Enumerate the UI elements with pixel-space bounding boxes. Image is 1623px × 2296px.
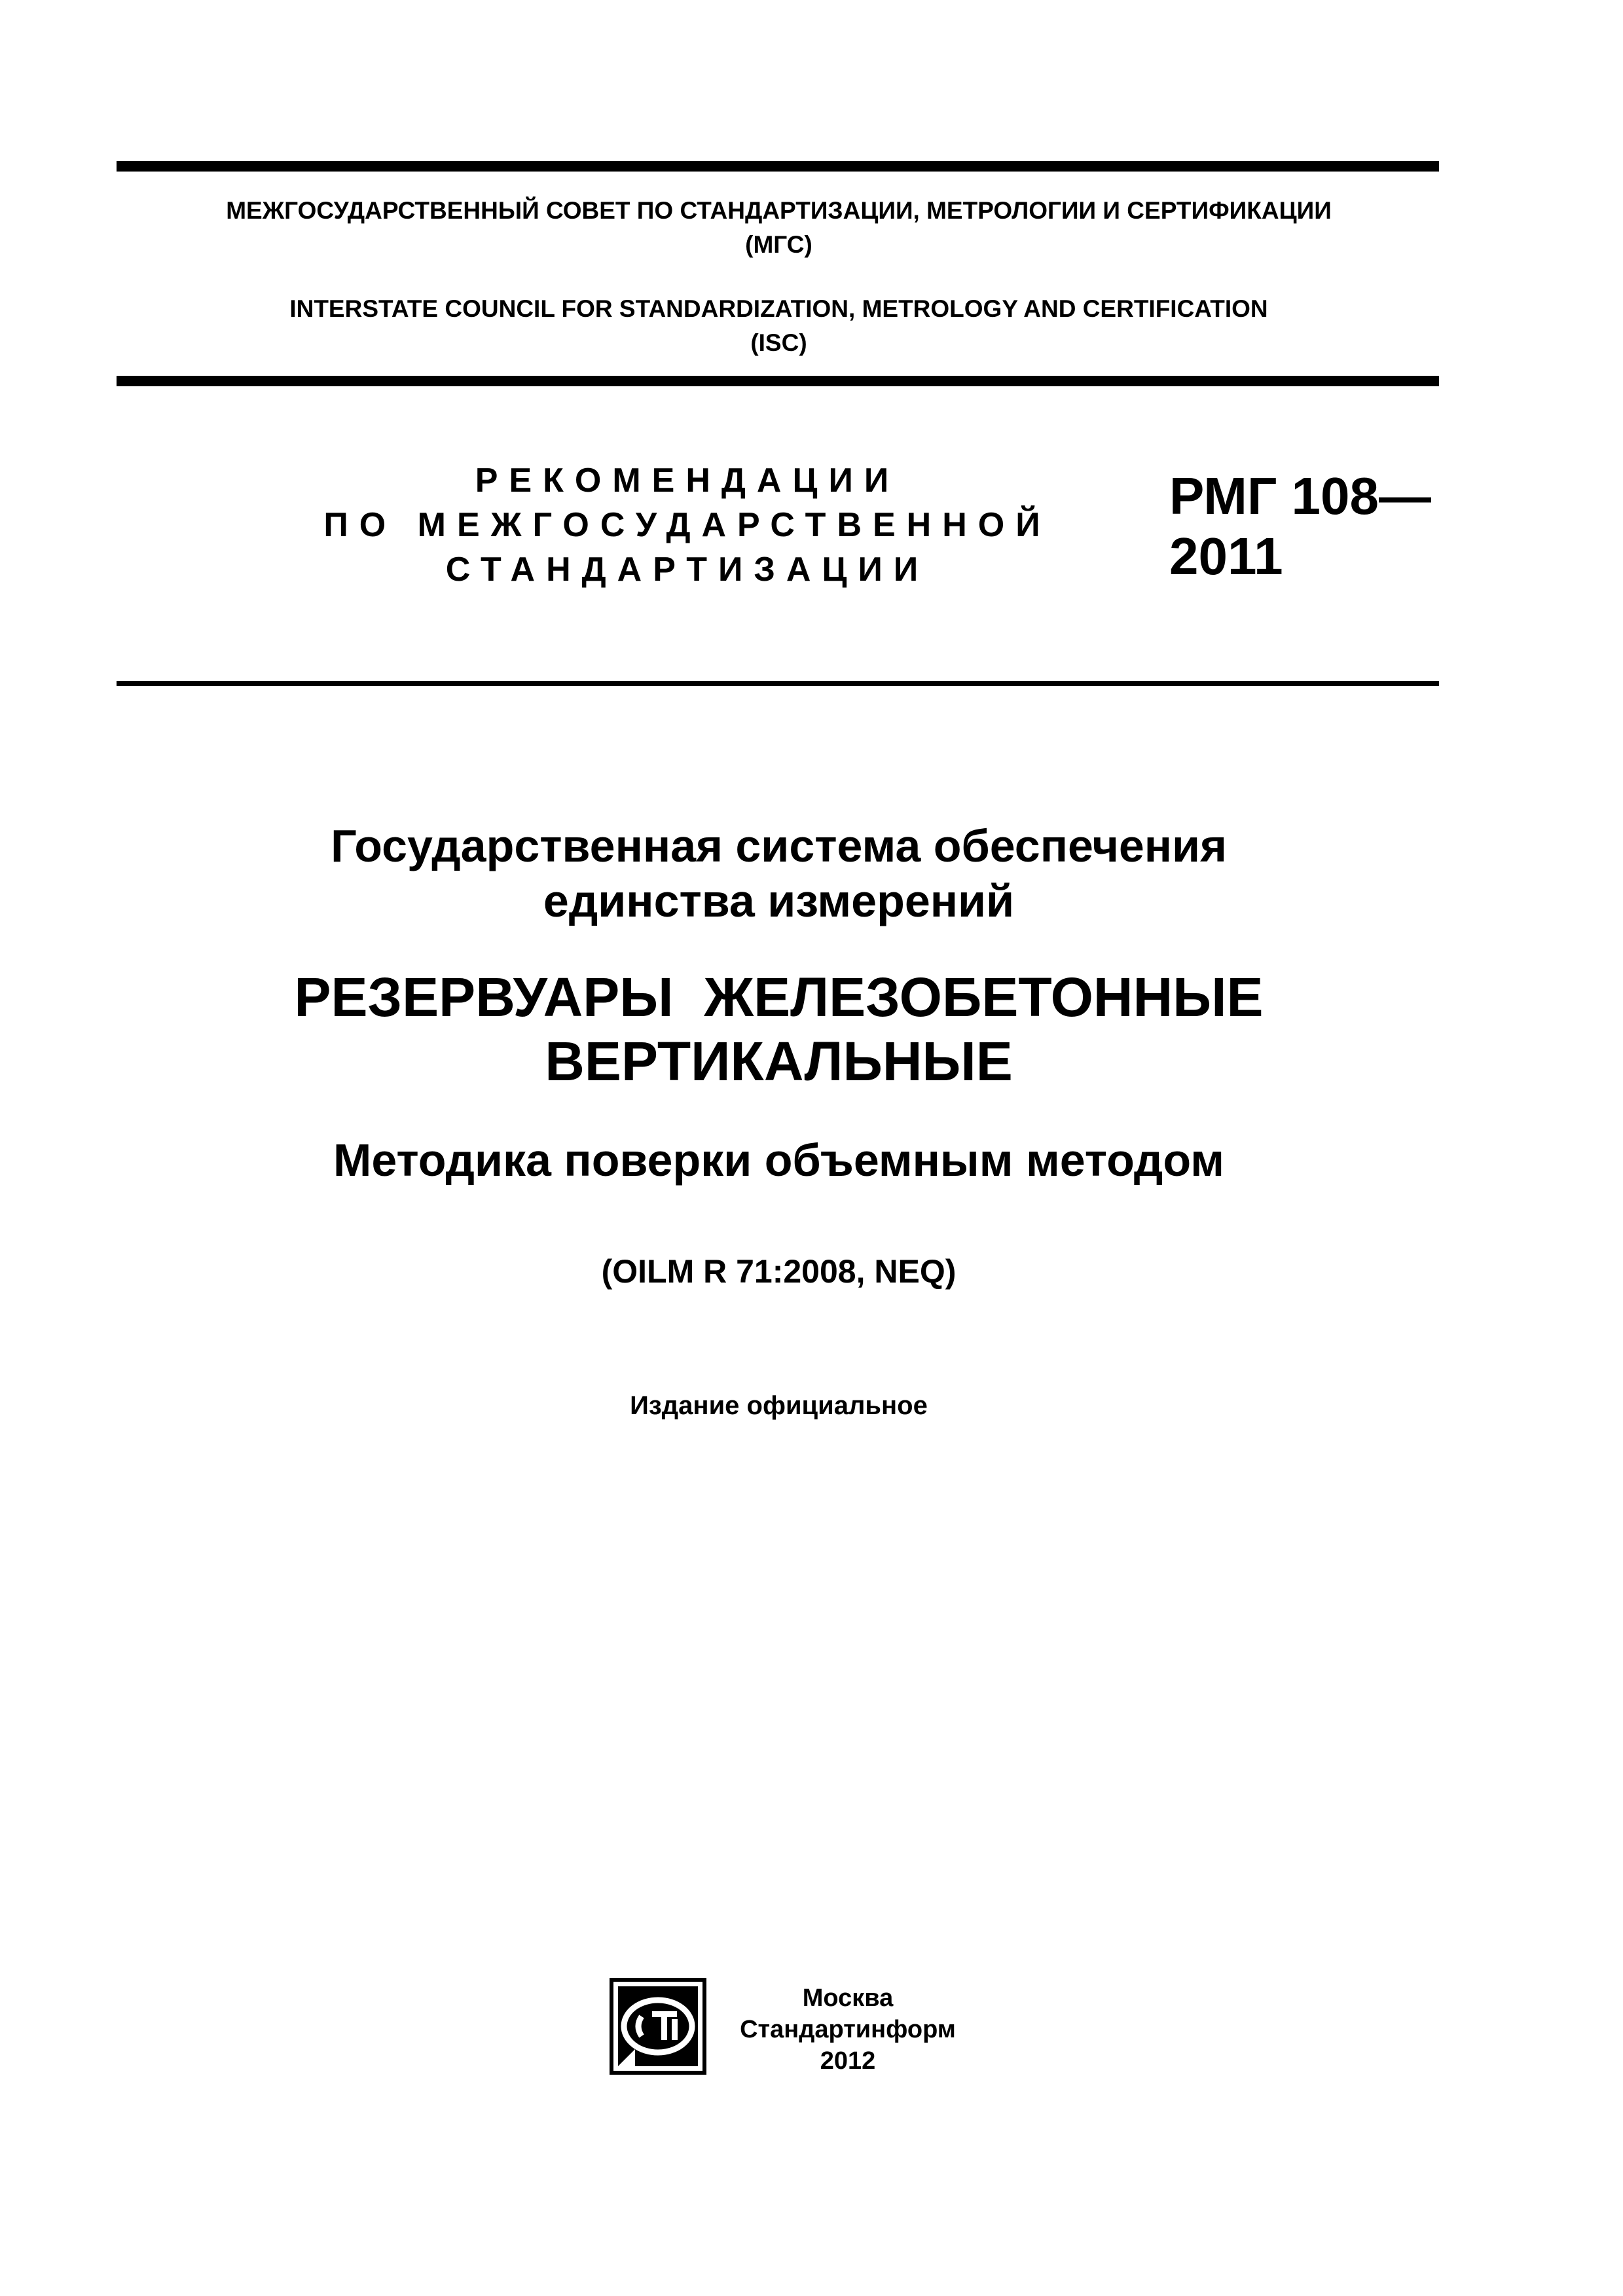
- main-title-line-2: ВЕРТИКАЛЬНЫЕ: [545, 1030, 1013, 1092]
- publisher-block: [740, 1982, 956, 2077]
- designation-line-1: РЕКОМЕНДАЦИИ: [475, 462, 900, 500]
- council-abbr-en: (ISC): [750, 329, 807, 356]
- method-title: Методика поверки объемным методом: [333, 1135, 1224, 1186]
- edition-label: Издание официальное: [630, 1391, 928, 1420]
- document-code: РМГ 108—: [1169, 467, 1431, 525]
- council-name-ru: МЕЖГОСУДАРСТВЕННЫЙ СОВЕТ ПО СТАНДАРТИЗАЦИИ, МЕТРОЛОГИИ И СЕРТИФИКАЦИИ: [226, 197, 1332, 224]
- international-equivalence: (OILM R 71:2008, NEQ): [601, 1253, 957, 1290]
- top-rule: [117, 161, 1439, 172]
- document-year: 2011: [1169, 527, 1283, 585]
- lower-rule: [117, 681, 1439, 686]
- middle-rule: [117, 376, 1439, 386]
- series-title-line-2: единства измерений: [543, 875, 1015, 926]
- standartinform-logo-icon: [609, 1977, 707, 2075]
- series-title-line-1: Государственная система обеспечения: [331, 820, 1227, 871]
- publisher-city: Москва: [802, 1984, 894, 2012]
- council-abbr-ru: (МГС): [745, 231, 812, 258]
- council-name-en: INTERSTATE COUNCIL FOR STANDARDIZATION, METROLOGY AND CERTIFICATION: [289, 295, 1268, 322]
- publication-year: 2012: [820, 2047, 876, 2075]
- designation-line-2: ПО МЕЖГОСУДАРСТВЕННОЙ: [323, 506, 1051, 544]
- main-title-line-1: РЕЗЕРВУАРЫ ЖЕЛЕЗОБЕТОННЫЕ: [294, 966, 1264, 1028]
- publisher-name: Стандартинформ: [740, 2016, 956, 2043]
- designation-line-3: СТАНДАРТИЗАЦИИ: [445, 551, 930, 589]
